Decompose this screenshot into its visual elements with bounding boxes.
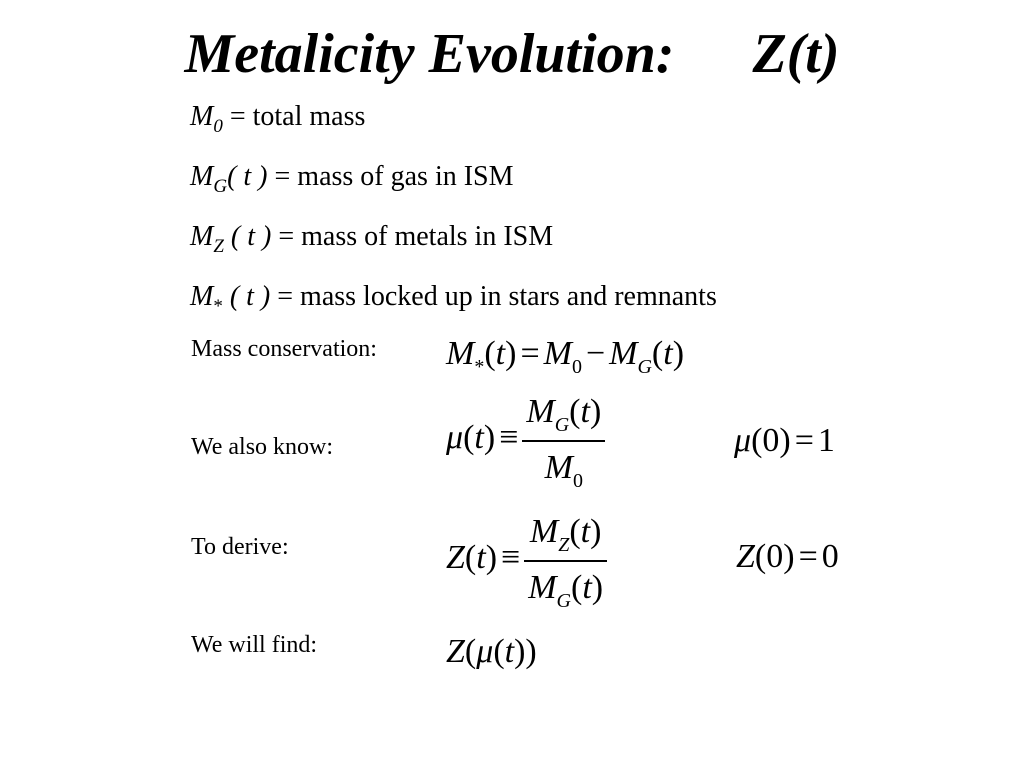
definition-gas-mass: $M_G$( t ) = mass of gas in ISM	[190, 161, 514, 197]
equation-z-definition: Z(t) ≡ $\frac{M_Z(t)}{M_G(t)}$	[446, 512, 607, 608]
definition-stellar-mass: $M_*$ ( t ) = mass locked up in stars and remnants	[190, 281, 717, 317]
equation-mu-definition: μ(t) ≡ $\frac{M_G(t)}{M_0}$	[446, 392, 605, 488]
label-mass-conservation: Mass conservation:	[191, 336, 377, 362]
equation-mass-conservation: $M_*(t) = M_0 - M_G(t)$	[446, 335, 685, 378]
definition-total-mass: $M_0$ = total mass	[190, 101, 366, 137]
fraction-z: $\frac{M_Z(t)}{M_G(t)}$	[524, 512, 607, 608]
equation-z-initial: Z(0) = 0	[736, 538, 839, 575]
equation-mu-initial: μ(0) = 1	[734, 422, 835, 459]
title-function: Z(t)	[752, 23, 840, 85]
slide-title	[0, 18, 1024, 90]
fraction-mu: $\frac{M_G(t)}{M_0}$	[522, 392, 605, 488]
label-also-know: We also know:	[191, 434, 334, 460]
equation-goal: Z(μ(t))	[446, 633, 537, 670]
label-will-find: We will find:	[191, 632, 318, 658]
definition-metal-mass: $M_Z$ ( t ) = mass of metals in ISM	[190, 221, 554, 257]
title-text: Metalicity Evolution:	[184, 23, 675, 85]
label-to-derive: To derive:	[191, 534, 289, 560]
